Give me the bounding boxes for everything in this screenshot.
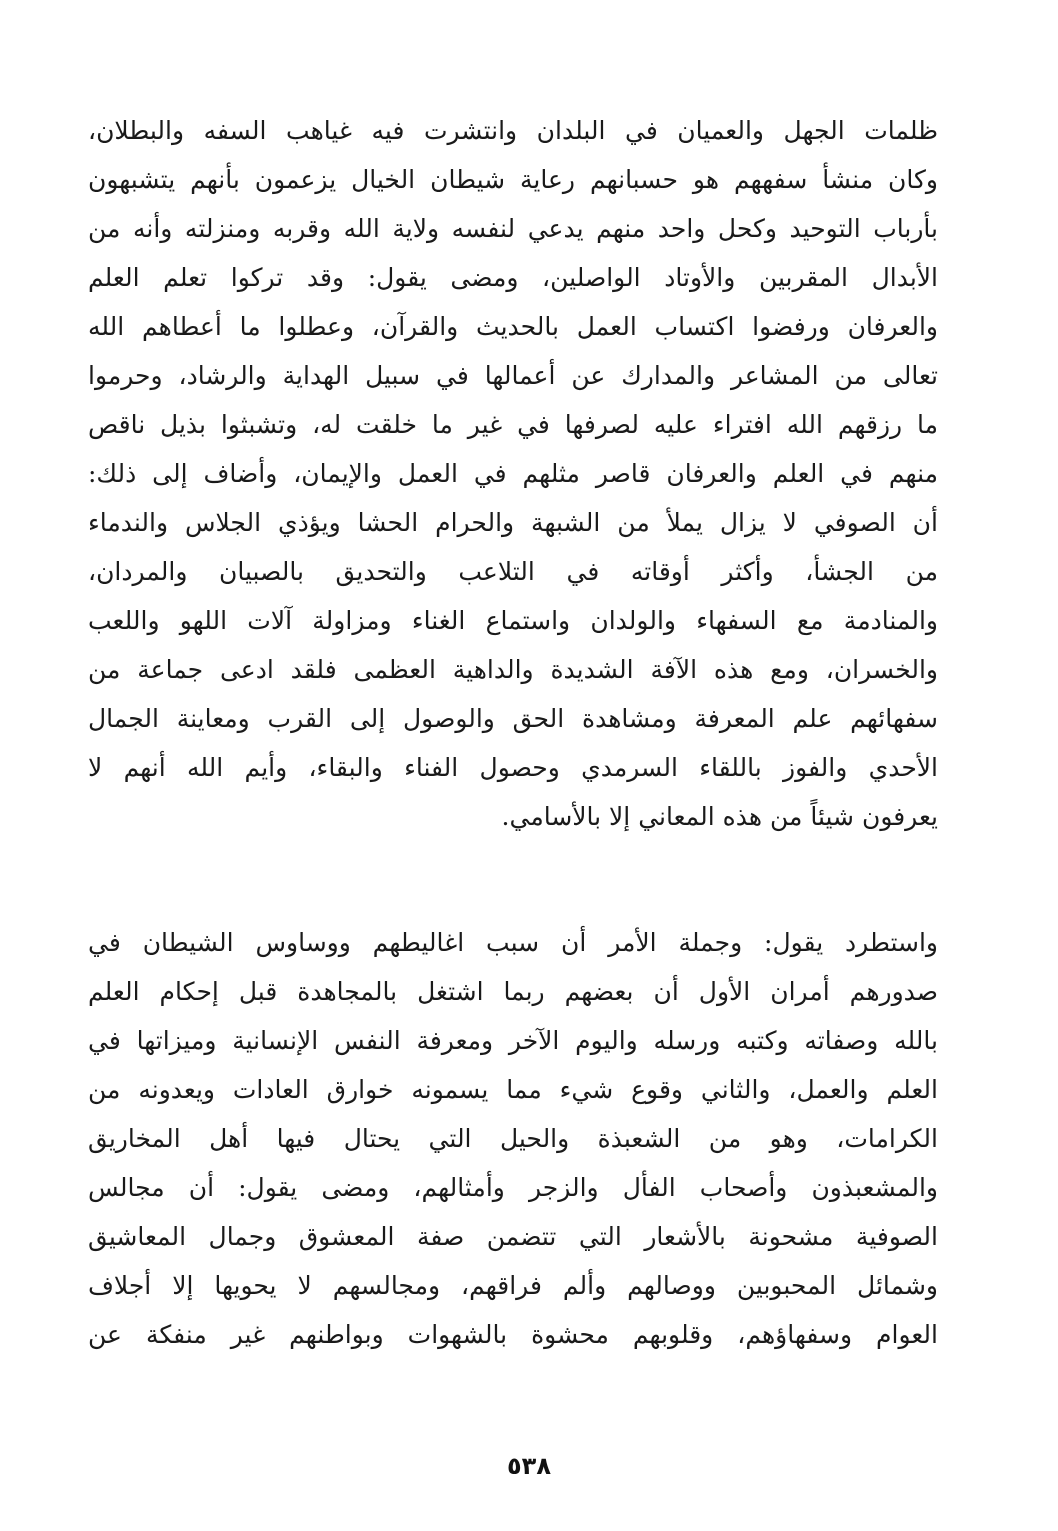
- text-line: الأبدال المقربين والأوتاد الواصلين، ومضى يقول: وقد تركوا تعلم العلم: [88, 263, 938, 292]
- text-line: يعرفون شيئاً من هذه المعاني إلا بالأسامي.: [501, 802, 938, 831]
- text-line: منهم في العلم والعرفان قاصر مثلهم في العمل والإيمان، وأضاف إلى ذلك:: [88, 459, 938, 488]
- text-line: وكان منشأ سفههم هو حسبانهم رعاية شيطان الخيال يزعمون بأنهم يتشبهون: [88, 165, 938, 194]
- text-line: بأرباب التوحيد وكحل واحد منهم يدعي لنفسه ولاية الله وقربه ومنزلته وأنه من: [88, 214, 938, 243]
- paragraph-1: [88, 106, 938, 841]
- text-line: تعالى من المشاعر والمدارك عن أعمالها في سبيل الهداية والرشاد، وحرموا: [88, 361, 938, 390]
- text-line: صدورهم أمران الأول أن بعضهم ربما اشتغل بالمجاهدة قبل إحكام العلم: [88, 977, 938, 1006]
- text-line: والخسران، ومع هذه الآفة الشديدة والداهية العظمى فلقد ادعى جماعة من: [88, 655, 938, 684]
- text-line: والمشعبذون وأصحاب الفأل والزجر وأمثالهم، ومضى يقول: أن مجالس: [88, 1173, 938, 1202]
- text-line: الصوفية مشحونة بالأشعار التي تتضمن صفة المعشوق وجمال المعاشيق: [88, 1222, 938, 1251]
- text-line: العوام وسفهاؤهم، وقلوبهم محشوة بالشهوات وبواطنهم غير منفكة عن: [88, 1320, 938, 1349]
- text-line: من الجشأ، وأكثر أوقاته في التلاعب والتحديق بالصبيان والمردان،: [88, 557, 938, 586]
- text-line: والعرفان ورفضوا اكتساب العمل بالحديث والقرآن، وعطلوا ما أعطاهم الله: [88, 312, 938, 341]
- page-number: ٥٣٨: [507, 1452, 551, 1480]
- text-line: والمنادمة مع السفهاء والولدان واستماع الغناء ومزاولة آلات اللهو واللعب: [88, 606, 938, 635]
- text-line: ما رزقهم الله افتراء عليه لصرفها في غير ما خلقت له، وتشبثوا بذيل ناقص: [88, 410, 938, 439]
- text-line: بالله وصفاته وكتبه ورسله واليوم الآخر ومعرفة النفس الإنسانية وميزاتها في: [88, 1026, 938, 1055]
- text-line: الكرامات، وهو من الشعبذة والحيل التي يحتال فيها أهل المخاريق: [88, 1124, 938, 1153]
- text-line: الأحدي والفوز باللقاء السرمدي وحصول الفناء والبقاء، وأيم الله أنهم لا: [88, 753, 938, 782]
- text-line: واستطرد يقول: وجملة الأمر أن سبب اغاليطهم ووساوس الشيطان في: [88, 928, 938, 957]
- text-line: العلم والعمل، والثاني وقوع شيء مما يسمونه خوارق العادات ويعدونه من: [88, 1075, 938, 1104]
- text-line: وشمائل المحبوبين ووصالهم وألم فراقهم، ومجالسهم لا يحويها إلا أجلاف: [88, 1271, 938, 1300]
- paragraph-2: [88, 918, 938, 1359]
- text-line: سفهائهم علم المعرفة ومشاهدة الحق والوصول إلى القرب ومعاينة الجمال: [88, 704, 938, 733]
- text-line: ظلمات الجهل والعميان في البلدان وانتشرت فيه غياهب السفه والبطلان،: [88, 116, 938, 145]
- text-line: أن الصوفي لا يزال يملأ من الشبهة والحرام الحشا ويؤذي الجلاس والندماء: [88, 508, 938, 537]
